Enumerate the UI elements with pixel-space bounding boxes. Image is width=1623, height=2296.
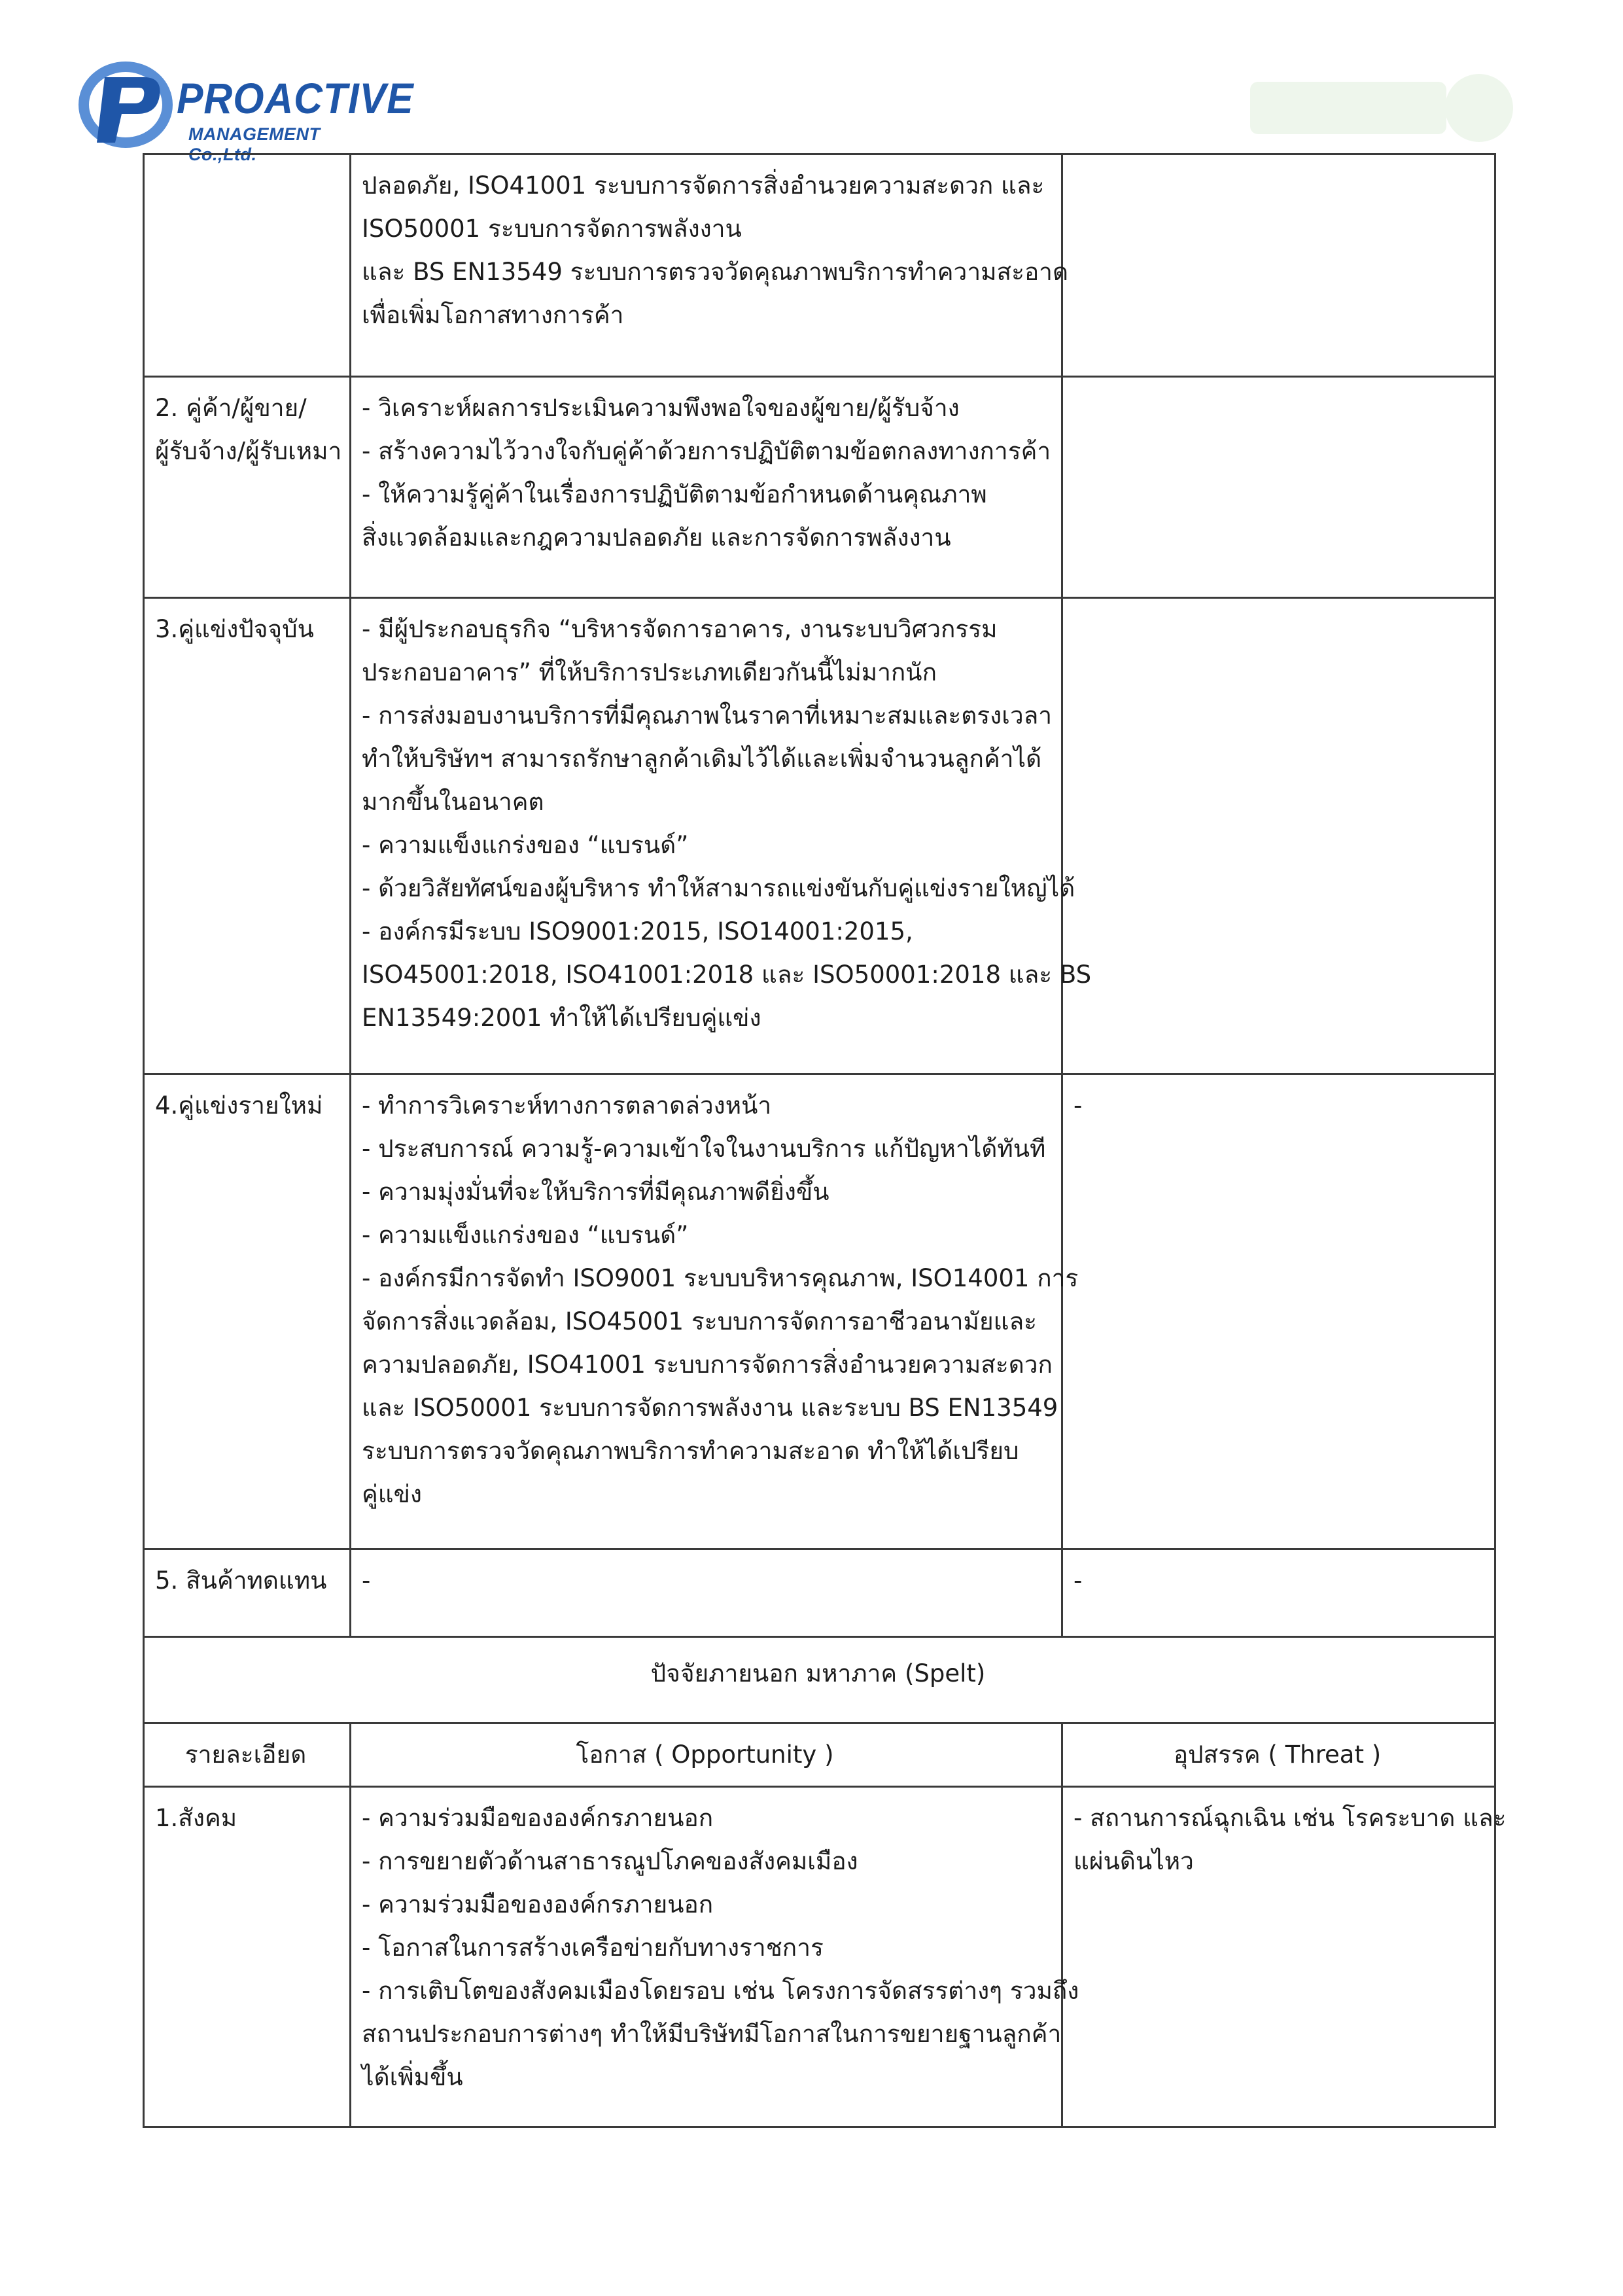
column-header-opportunity: โอกาส ( Opportunity ): [351, 1723, 1062, 1787]
row-label-cell: [144, 154, 351, 377]
row-label: 2. คู่ค้า/ผู้ขาย/: [155, 394, 307, 422]
row-threat-cell: [1062, 1787, 1507, 2127]
detail-line: ทำให้บริษัทฯ สามารถรักษาลูกค้าเดิมไว้ได้และเพิ่มจำนวนลูกค้าได้: [362, 745, 1042, 773]
detail-line: -: [362, 1566, 371, 1595]
row-label-cell: [144, 1787, 351, 2127]
watermark-logo-icon: [1237, 62, 1525, 154]
table-row: [144, 1074, 1495, 1549]
row-label-cell: [144, 598, 351, 1074]
detail-line: ความปลอดภัย, ISO41001 ระบบการจัดการสิ่งอำนวยความสะดวก: [362, 1351, 1053, 1379]
detail-line: สิ่งแวดล้อมและกฎความปลอดภัย และการจัดการพลังงาน: [362, 523, 951, 552]
detail-line: ได้เพิ่มขึ้น: [362, 2063, 463, 2091]
row-label-cell: [144, 1074, 351, 1549]
detail-line: EN13549:2001 ทำให้ได้เปรียบคู่แข่ง: [362, 1004, 761, 1032]
threat-line: แผ่นดินไหว: [1073, 1847, 1194, 1875]
detail-line: และ ISO50001 ระบบการจัดการพลังงาน และระบบ BS EN13549: [362, 1394, 1058, 1422]
swot-table: [143, 153, 1507, 2128]
row-threat-cell: [1062, 377, 1495, 598]
row-detail-cell: [351, 154, 1068, 377]
detail-line: - สร้างความไว้วางใจกับคู่ค้าด้วยการปฏิบัติตามข้อตกลงทางการค้า: [362, 437, 1051, 465]
detail-line: - มีผู้ประกอบธุรกิจ “บริหารจัดการอาคาร, งานระบบวิศวกรรม: [362, 615, 998, 643]
row-threat-cell: [1062, 154, 1495, 377]
row-label-cell: [144, 1549, 351, 1637]
table-row: [144, 1549, 1495, 1637]
detail-line: - ความร่วมมือขององค์กรภายนอก: [362, 1804, 714, 1832]
row-label-cell: [144, 377, 351, 598]
detail-line: คู่แข่ง: [362, 1480, 422, 1508]
table-row: [144, 154, 1495, 377]
table-row: [144, 598, 1495, 1074]
section-title: ปัจจัยภายนอก มหาภาค (Spelt): [144, 1637, 1495, 1723]
row-label: 4.คู่แข่งรายใหม่: [155, 1091, 323, 1120]
detail-line: - องค์กรมีระบบ ISO9001:2015, ISO14001:2015,: [362, 917, 913, 945]
detail-line: - ทำการวิเคราะห์ทางการตลาดล่วงหน้า: [362, 1091, 772, 1120]
detail-line: - ด้วยวิสัยทัศน์ของผู้บริหาร ทำให้สามารถแข่งขันกับคู่แข่งรายใหญ่ได้: [362, 874, 1075, 902]
table-row: [144, 377, 1495, 598]
detail-line: - ความแข็งแกร่งของ “แบรนด์”: [362, 831, 689, 859]
detail-line: - ความมุ่งมั่นที่จะให้บริการที่มีคุณภาพดียิ่งขึ้น: [362, 1178, 829, 1206]
threat-line: - สถานการณ์ฉุกเฉิน เช่น โรคระบาด และ: [1073, 1804, 1507, 1832]
column-header-row: [144, 1723, 1495, 1787]
row-label: 3.คู่แข่งปัจจุบัน: [155, 615, 314, 643]
detail-line: และ BS EN13549 ระบบการตรวจวัดคุณภาพบริการทำความสะอาด: [362, 258, 1068, 286]
column-header-threat: อุปสรรค ( Threat ): [1062, 1723, 1495, 1787]
detail-line: - การส่งมอบงานบริการที่มีคุณภาพในราคาที่เหมาะสมและตรงเวลา: [362, 701, 1053, 730]
detail-line: - วิเคราะห์ผลการประเมินความพึงพอใจของผู้ขาย/ผู้รับจ้าง: [362, 394, 960, 422]
row-threat-cell: [1062, 598, 1495, 1074]
row-threat-cell: -: [1062, 1549, 1495, 1637]
row-detail-cell: [351, 377, 1062, 598]
row-detail-cell: [351, 1787, 1079, 2127]
detail-line: - โอกาสในการสร้างเครือข่ายกับทางราชการ: [362, 1934, 824, 1962]
detail-line: ระบบการตรวจวัดคุณภาพบริการทำความสะอาด ทำให้ได้เปรียบ: [362, 1437, 1019, 1465]
row-label: ผู้รับจ้าง/ผู้รับเหมา: [155, 437, 342, 465]
table-row: [144, 1787, 1495, 2127]
section-title-row: [144, 1637, 1495, 1723]
logo-wordmark: PROACTIVE: [177, 74, 414, 122]
detail-line: - การขยายตัวด้านสาธารณูปโภคของสังคมเมือง: [362, 1847, 858, 1875]
detail-line: - ประสบการณ์ ความรู้-ความเข้าใจในงานบริการ แก้ปัญหาได้ทันที: [362, 1135, 1046, 1163]
company-logo: [79, 58, 414, 164]
column-header-details: รายละเอียด: [144, 1723, 351, 1787]
detail-line: เพื่อเพิ่มโอกาสทางการค้า: [362, 301, 624, 329]
detail-line: ปลอดภัย, ISO41001 ระบบการจัดการสิ่งอำนวยความสะดวก และ: [362, 171, 1045, 200]
logo-emblem-icon: [79, 58, 177, 156]
row-detail-cell: [351, 1074, 1079, 1549]
detail-line: - องค์กรมีการจัดทำ ISO9001 ระบบบริหารคุณภาพ, ISO14001 การ: [362, 1264, 1079, 1292]
detail-line: - ความแข็งแกร่งของ “แบรนด์”: [362, 1221, 689, 1249]
detail-line: สถานประกอบการต่างๆ ทำให้มีบริษัทมีโอกาสในการขยายฐานลูกค้า: [362, 2020, 1062, 2048]
logo-subtitle: MANAGEMENT Co.,Ltd.: [188, 124, 321, 164]
detail-line: ISO50001 ระบบการจัดการพลังงาน: [362, 215, 742, 243]
detail-line: - ให้ความรู้คู่ค้าในเรื่องการปฏิบัติตามข้อกำหนดด้านคุณภาพ: [362, 480, 987, 508]
row-detail-cell: [351, 1549, 1062, 1637]
row-label: 1.สังคม: [155, 1804, 237, 1832]
row-detail-cell: [351, 598, 1092, 1074]
row-threat-cell: -: [1062, 1074, 1495, 1549]
detail-line: - การเติบโตของสังคมเมืองโดยรอบ เช่น โครงการจัดสรรต่างๆ รวมถึง: [362, 1977, 1079, 2005]
detail-line: มากขึ้นในอนาคต: [362, 788, 544, 816]
detail-line: - ความร่วมมือขององค์กรภายนอก: [362, 1890, 714, 1918]
detail-line: ประกอบอาคาร” ที่ให้บริการประเภทเดียวกันนี้ไม่มากนัก: [362, 658, 937, 686]
row-label: 5. สินค้าทดแทน: [155, 1566, 327, 1595]
detail-line: จัดการสิ่งแวดล้อม, ISO45001 ระบบการจัดการอาชีวอนามัยและ: [362, 1307, 1038, 1335]
detail-line: ISO45001:2018, ISO41001:2018 และ ISO50001:2018 และ BS: [362, 961, 1092, 989]
